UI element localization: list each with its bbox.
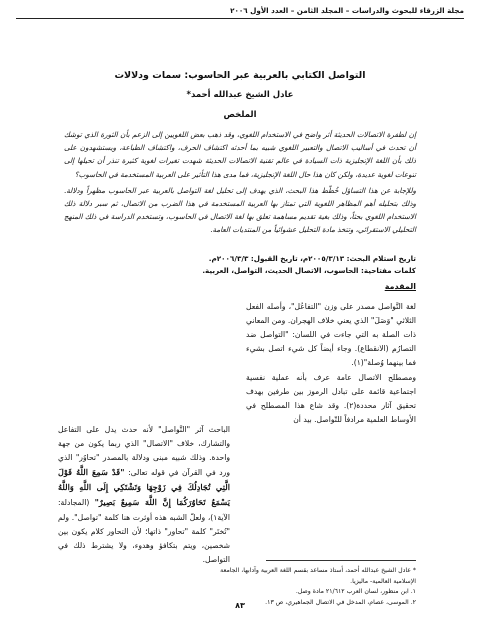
body-text: (المجادلة: الآية١)، ولعلّ الشبه هذه أوثرت هنا كلمة "تواصل". ولم "تُختَر" كلمة "تحاور" ذاتها؛ لأن التحاور كلام يكون بين شخصين، ويتم بتكافؤ وهدوء، ولا يشترط ذلك في التواصل. xyxy=(58,498,230,564)
keywords: كلمات مفتاحية: الحاسوب، الاتصال الحديث، التواصل، العربية. xyxy=(202,266,416,275)
footnote: ١. ابن منظور، لسان العرب ٢١/٦١٢ مادة وصل. xyxy=(295,588,416,595)
body-paragraph: ومصطلح الاتصال عامة عرف بأنه عملية نفسية اجتماعية قائمة على تبادل الرموز بين طرفين بهدف تحقيق آثار محددة(٢). وقد شاع هذا المصطلح في الأوساط العلمية مرادفاً للتّواصل. بيد أن xyxy=(246,372,416,424)
abstract xyxy=(64,128,416,240)
footnote-separator xyxy=(266,560,416,561)
abstract-paragraph-2: وللإجابة عن هذا التساؤل خُطّط هذا البحث، الذي يهدف إلى تحليل لغة التواصل بالعربية عبر الحاسوب مظهراً ودلالة. وذلك بتحليله أهم المظاهر اللغوية التي تمتاز بها العربية المستخدمة في هذا الضرب من الاتصال، ثم سبر دلالة ذلك الاستخدام اللغوي بحثاً، وذلك بغية تقديم مساهمة تعلق بها لغة الاتصال في الحاسوب، وتستخدم الدراسة في ذلك المنهج التحليلي الاستقرائي، وتتخذ مادة التحليل عشوائياً من المنتديات العامة. xyxy=(64,185,416,235)
page-number: ٨٣ xyxy=(235,601,245,610)
abstract-heading: الملخص xyxy=(223,110,257,120)
submission-dates: تاريخ استلام البحث: ٢٠٠٥/٣/١٣م، تاريخ القبول: ٢٠٠٦/٣/٣م. xyxy=(208,254,416,263)
section-heading-introduction: المقدمة xyxy=(384,282,416,291)
body-paragraph xyxy=(58,423,230,567)
body-column-right xyxy=(246,280,416,427)
body-paragraph: لغة التَّواصل مصدر على وزن "التفاعُل"، وأصله الفعل الثلاثي "وَصَلَ" الذي يعني خلاف الهجران. ومن المعاني ذات الصلة به التي جاءت في اللسان: "التواصل ضد التصارُم (الانقطاع). وجاء أيضاً كل شيء اتصل بشيء فما بينهما وُصلة"(١). xyxy=(246,302,416,368)
footnote: * عادل الشيخ عبدالله أحمد، أستاذ مساعد بقسم اللغة العربية وآدابها، الجامعة الإسلامية العالمية- ماليزيا. xyxy=(220,567,416,585)
body-column-left xyxy=(58,423,230,567)
running-header: مجلة الزرقاء للبحوث والدراسات – المجلد الثامن – العدد الأول ٢٠٠٦ xyxy=(16,6,464,19)
quranic-verse: "قَدْ سَمِعَ اللَّهُ قَوْلَ الَّتِي تُجَادِلُكَ فِي زَوْجِهَا وَتَشْتَكِي إِلَى اللَّهِ وَاللَّهُ يَسْمَعُ تَحَاوُرَكُمَا إِنَّ اللَّهَ سَمِيعٌ بَصِيرٌ" xyxy=(58,467,230,508)
article-meta xyxy=(64,253,416,277)
author-name: عادل الشيخ عبدالله أحمد* xyxy=(186,90,294,100)
abstract-paragraph-1: إن لطفرة الاتصالات الحديثة أثر واضح في الاستخدام اللغوي، وقد ذهب بعض اللغويين إلى الزعم بأن الثورة الذي توشك أن تحدث في أساليب الاتصال والتعبير اللغوي شبيه بما أحدثه اكتشاف الحرف، واكتشاف الطباعة، ويستشهدون على ذلك بأن اللغة الإنجليزية ذات السيادة في عالم تقنية الاتصالات الحديثة شهدت تغيرات لغوية كثيرة تنذر أن تحيلها إلى تنوعات لغوية عديدة، ولكن كان هذا حال اللغة الإنجليزية، فما مدى هذا التأثير على العربية المستخدمة في الحاسوب؟ xyxy=(64,130,416,179)
article-title: التواصل الكتابي بالعربية عبر الحاسوب: سمات ودلالات xyxy=(114,70,366,81)
body-text: الباحث آثر "التَّواصل" لأنه حدث يدل على التفاعل والتشارك، خلاف "الاتصال" الذي ربما يكون من جهة واحدة. وذلك شبيه مبنى ودلالة بالمصدر "تحاوُر" الذي ورد في القرآن في قوله تعالى: xyxy=(58,425,230,478)
footnote: ٢. الموسى، عصام، المدخل في الاتصال الجماهيري، ص ١٣. xyxy=(265,598,416,606)
